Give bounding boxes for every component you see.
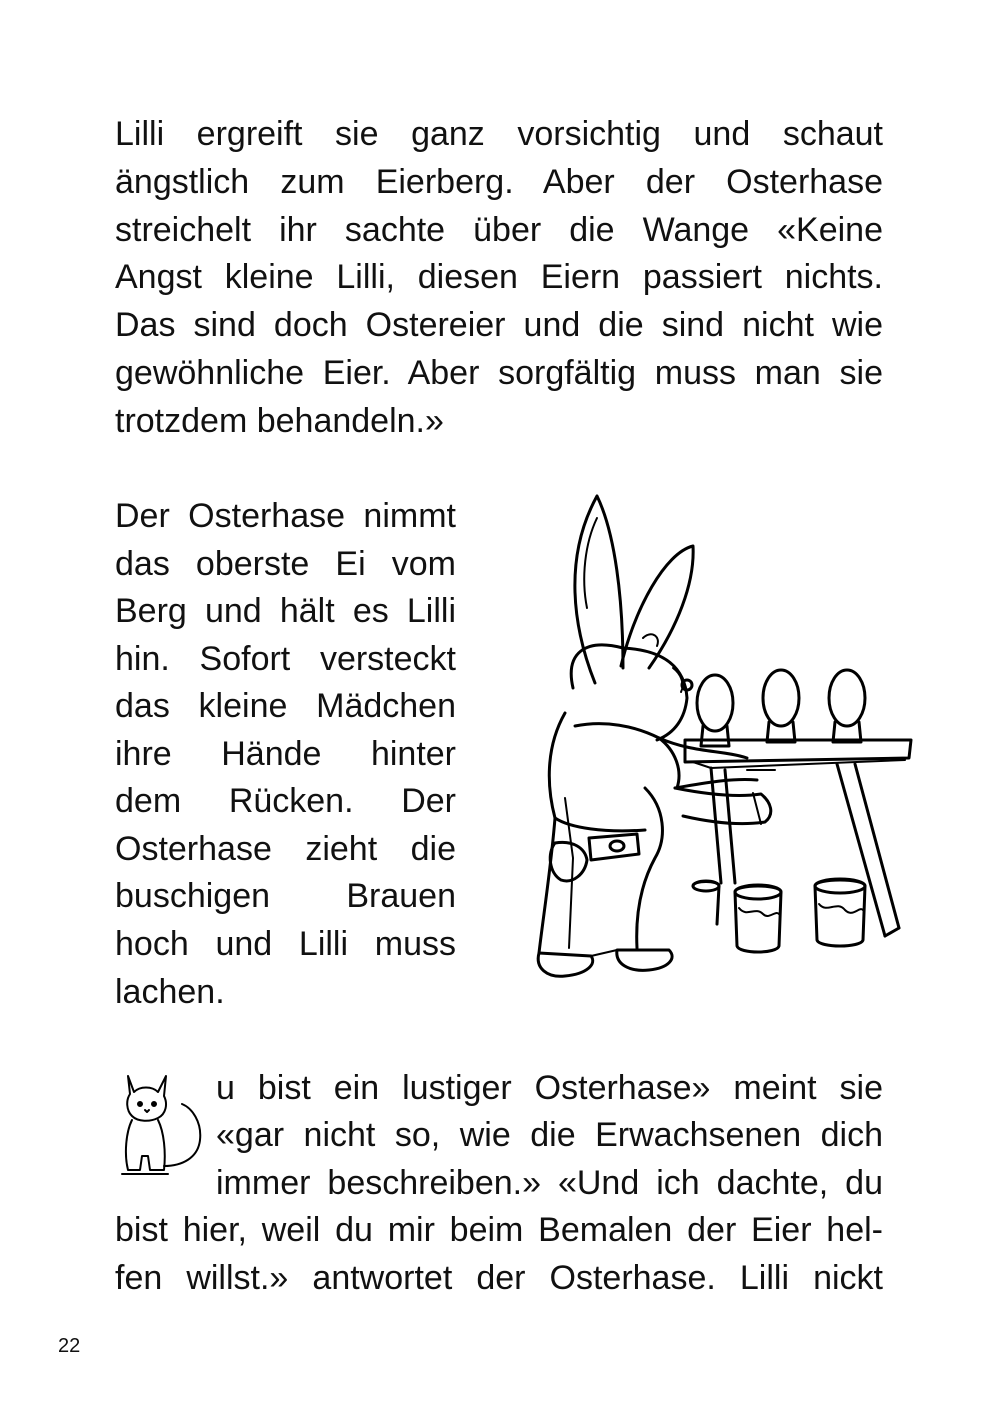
text-line: buschigen Brauen — [115, 877, 456, 915]
page-number: 22 — [58, 1335, 81, 1357]
text-line: dem Rücken. Der — [115, 782, 456, 820]
text-line: «gar nicht so, wie die Erwachsenen dich — [216, 1116, 883, 1154]
text-line: Angst kleine Lilli, diesen Eiern passiert nichts. — [115, 258, 883, 296]
text-line: hoch und Lilli muss — [115, 925, 456, 963]
text-line: hin. Sofort versteckt — [115, 640, 456, 678]
text-line: trotzdem behandeln.» — [115, 402, 444, 440]
text-line: fen willst.» antwortet der Osterhase. Lilli nickt — [115, 1259, 883, 1297]
text-line: bist hier, weil du mir beim Bemalen der Eier hel- — [115, 1211, 883, 1249]
cat-drop-cap-icon — [118, 1070, 210, 1178]
text-line: Lilli ergreift sie ganz vorsichtig und schaut — [115, 115, 883, 153]
easter-bunny-painting-eggs-illustration — [525, 488, 915, 998]
text-line: u bist ein lustiger Osterhase» meint sie — [216, 1069, 883, 1107]
text-line: das oberste Ei vom — [115, 545, 456, 583]
text-line: Das sind doch Ostereier und die sind nicht wie — [115, 306, 883, 344]
text-line: Osterhase zieht die — [115, 830, 456, 868]
text-line: lachen. — [115, 973, 225, 1011]
text-line: immer beschreiben.» «Und ich dachte, du — [216, 1164, 883, 1202]
text-line: streichelt ihr sachte über die Wange «Keine — [115, 211, 883, 249]
text-line: Der Osterhase nimmt — [115, 497, 456, 535]
text-line: Berg und hält es Lilli — [115, 592, 456, 630]
text-line: gewöhnliche Eier. Aber sorgfältig muss man sie — [115, 354, 883, 392]
text-line: ihre Hände hinter — [115, 735, 456, 773]
text-line: ängstlich zum Eierberg. Aber der Osterhase — [115, 163, 883, 201]
text-line: das kleine Mädchen — [115, 687, 456, 725]
